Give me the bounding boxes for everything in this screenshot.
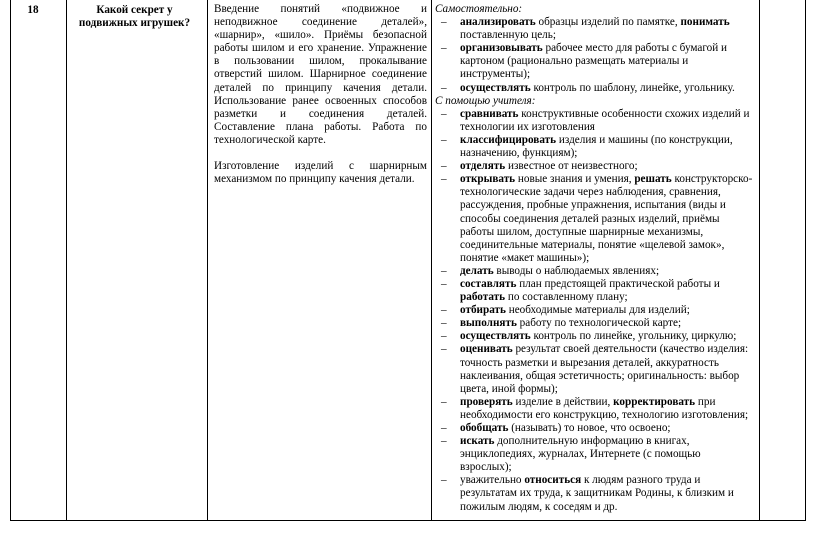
item-text: конструктивные особенности схожих изделий и технологии их изготовления — [460, 107, 750, 133]
lesson-content — [214, 3, 427, 186]
item-text: контроль по шаблону, линейке, угольнику. — [530, 81, 735, 94]
list-item — [435, 16, 755, 42]
action-verb: оценивать — [460, 343, 513, 356]
content-line: технологической карте. — [214, 133, 326, 146]
action-verb: проверять — [460, 395, 513, 408]
teacher-list — [435, 108, 755, 514]
action-verb: анализировать — [460, 16, 536, 29]
item-text: по составленному плану; — [505, 291, 628, 304]
item-text: выводы о наблюдаемых явлениях; — [493, 264, 660, 277]
dash-bullet-icon: – — [441, 16, 447, 29]
dash-bullet-icon: – — [441, 42, 447, 55]
dash-bullet-icon: – — [441, 173, 447, 186]
list-item — [435, 265, 755, 278]
dash-bullet-icon: – — [441, 435, 447, 448]
item-text: известное от неизвестного; — [505, 160, 638, 173]
list-item — [435, 396, 755, 422]
independent-list — [435, 16, 755, 95]
item-text: поставленную цель; — [460, 29, 556, 42]
content-line: механизмом по принципу качения детали. — [214, 173, 415, 186]
content-line: в пользовании шилом, прокалывание — [214, 55, 427, 68]
item-text: (называть) то новое, что освоено; — [508, 422, 671, 434]
heading-teacher: С помощью учителя: — [435, 94, 536, 107]
item-text: изделие в действии, — [512, 395, 614, 408]
list-item — [435, 317, 755, 330]
dash-bullet-icon: – — [441, 330, 447, 343]
table-border-left — [10, 0, 11, 521]
content-extra-paragraph — [214, 160, 427, 186]
item-text: результат своей деятельности (качество изделия: точность разметки и вырезания деталей, аккуратность наклеивания, общая эстетичность; оригинальность: выбор цвета, иной формы); — [460, 343, 749, 395]
action-verb: обобщать — [460, 422, 509, 434]
dash-bullet-icon: – — [441, 81, 447, 94]
item-text: контроль по линейке, угольнику, циркулю; — [530, 330, 737, 343]
column-divider-2 — [207, 0, 208, 521]
content-line: Введение понятий «подвижное и — [214, 3, 427, 15]
dash-bullet-icon: – — [441, 133, 447, 146]
action-verb: работать — [460, 291, 506, 304]
action-verb: организовывать — [460, 42, 543, 55]
item-text: необходимые материалы для изделий; — [505, 304, 690, 317]
list-item — [435, 330, 755, 343]
action-verb: сравнивать — [460, 107, 519, 120]
heading-independent: Самостоятельно: — [435, 3, 523, 15]
action-verb: решать — [634, 173, 672, 186]
item-text: изделия и машины (по конструкции, назначению, функциям); — [460, 133, 733, 160]
item-text: при необходимости его конструкцию, технологию изготовления; — [460, 395, 749, 421]
list-item — [435, 160, 755, 173]
lesson-number: 18 — [27, 4, 39, 16]
item-text: к людям разного труда и результатам их труда, к защитникам Родины, к близким и пожилым людям, к соседям и др. — [460, 474, 734, 513]
dash-bullet-icon: – — [441, 317, 447, 330]
action-verb: корректировать — [613, 395, 696, 408]
action-verb: классифицировать — [460, 133, 557, 146]
list-item — [435, 173, 755, 265]
dash-bullet-icon: – — [441, 422, 447, 434]
learning-activities — [435, 3, 755, 514]
table-border-bottom — [10, 520, 806, 521]
list-item — [435, 343, 755, 395]
content-line: Использование ранее освоенных способов — [214, 94, 427, 107]
action-verb: открывать — [460, 173, 516, 186]
content-line: работы шилом и его хранение. Упражнение — [214, 42, 427, 55]
dash-bullet-icon: – — [441, 304, 447, 317]
column-divider-1 — [66, 0, 67, 521]
action-verb: составлять — [460, 277, 517, 290]
list-item — [435, 134, 755, 160]
item-text: конструкторско-технологические задачи через наблюдения, сравнения, рассуждения, пробные упражнения, испытания (виды и способы соединения деталей разных изделий, приёмы работы шилом, доступные шарнирные механизмы, соединительные материалы, понятие «щелевой замок», понятие «макет машины»); — [460, 173, 753, 264]
column-divider-4 — [759, 0, 760, 521]
table-border-right — [805, 0, 806, 521]
content-line: отверстий шилом. Шарнирное соединение — [214, 68, 427, 81]
action-verb: понимать — [680, 16, 730, 29]
dash-bullet-icon: – — [441, 395, 447, 408]
content-line: Изготовление изделий с шарнирным — [214, 160, 427, 173]
action-verb: делать — [460, 264, 494, 277]
action-verb: осуществлять — [460, 330, 531, 343]
dash-bullet-icon: – — [441, 474, 447, 487]
list-item — [435, 474, 755, 513]
list-item — [435, 278, 755, 304]
content-line: «шарнир», «шило». Приёмы безопасной — [214, 29, 427, 42]
item-text: новые знания и умения, — [515, 173, 635, 186]
action-verb: отделять — [460, 160, 506, 173]
dash-bullet-icon: – — [441, 160, 447, 173]
dash-bullet-icon: – — [441, 264, 447, 277]
column-divider-3 — [431, 0, 432, 521]
item-text: образцы изделий по памятке, — [535, 16, 681, 29]
action-verb: выполнять — [460, 317, 517, 330]
item-text: дополнительную информацию в книгах, энциклопедиях, журналах, Интернете (с помощью взрослых); — [460, 435, 701, 474]
list-item — [435, 435, 755, 474]
content-line: Составление плана работы. Работа по — [214, 120, 427, 133]
item-text: план предстоящей практической работы и — [516, 277, 720, 290]
content-line: деталей по принципу качения детали. — [214, 81, 427, 94]
action-verb: относиться — [524, 474, 582, 487]
action-verb: отбирать — [460, 304, 506, 317]
content-paragraph — [214, 3, 427, 147]
action-verb: искать — [460, 435, 495, 448]
list-item — [435, 304, 755, 317]
item-text: уважительно — [460, 474, 525, 487]
list-item — [435, 422, 755, 435]
dash-bullet-icon: – — [441, 107, 447, 120]
list-item — [435, 82, 755, 95]
list-item — [435, 42, 755, 81]
content-line: разметки и соединения деталей. — [214, 107, 427, 120]
list-item — [435, 108, 755, 134]
action-verb: осуществлять — [460, 81, 531, 94]
dash-bullet-icon: – — [441, 277, 447, 290]
lesson-topic: Какой секрет у подвижных игрушек? — [78, 4, 191, 30]
item-text: рабочее место для работы с бумагой и картоном (рационально размещать материалы и инструменты); — [460, 42, 728, 81]
dash-bullet-icon: – — [441, 343, 447, 356]
item-text: работу по технологической карте; — [516, 317, 682, 330]
content-line: неподвижное соединение деталей», — [214, 16, 427, 29]
